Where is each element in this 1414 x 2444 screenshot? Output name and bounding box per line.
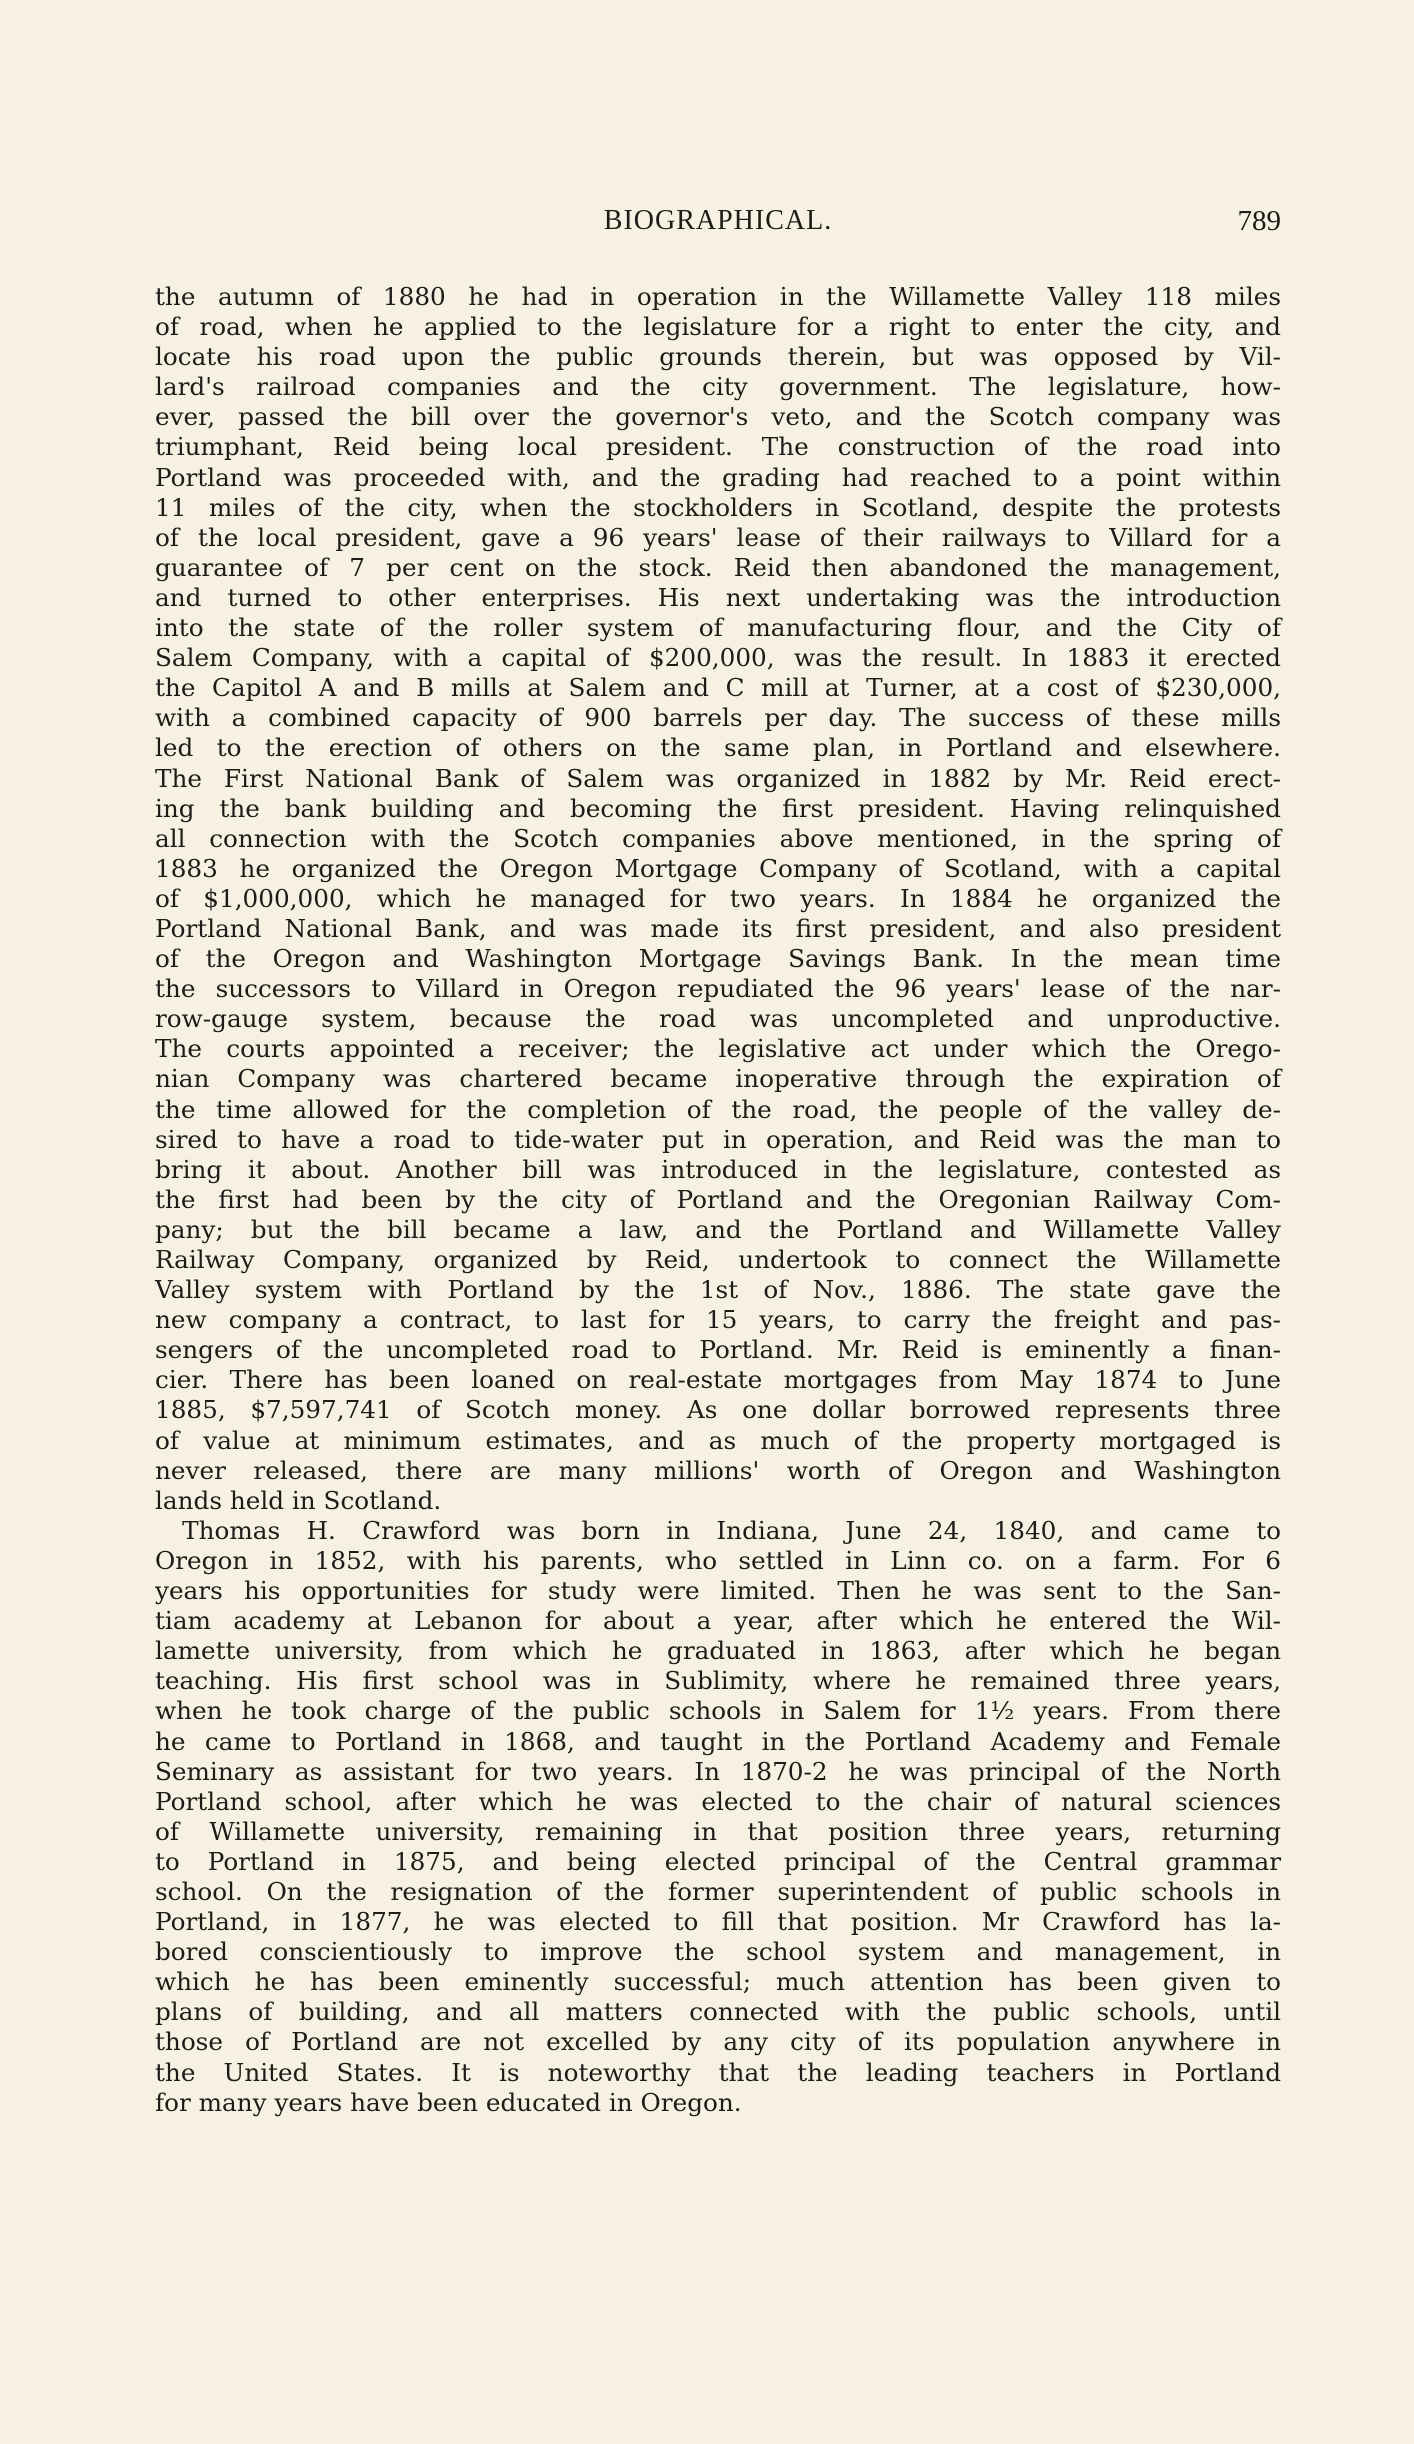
page-number: 789	[1237, 205, 1281, 237]
text-line: 1885, $7,597,741 of Scotch money. As one dollar borrowed represents three	[155, 1395, 1281, 1425]
text-line: Oregon in 1852, with his parents, who settled in Linn co. on a farm. For 6	[155, 1545, 1281, 1575]
text-line: plans of building, and all matters connected with the public schools, until	[155, 1997, 1281, 2027]
body-text	[155, 282, 1281, 2118]
paragraph-crawford	[155, 1516, 1281, 2118]
text-line: lard's railroad companies and the city government. The legislature, how-	[155, 372, 1281, 402]
text-line: Portland was proceeded with, and the grading had reached to a point within	[155, 462, 1281, 492]
text-line: nian Company was chartered became inoperative through the expiration of	[155, 1064, 1281, 1094]
text-line: new company a contract, to last for 15 years, to carry the freight and pas-	[155, 1305, 1281, 1335]
text-line: lands held in Scotland.	[155, 1485, 442, 1515]
text-line: the autumn of 1880 he had in operation in the Willamette Valley 118 miles	[155, 282, 1281, 311]
text-line: locate his road upon the public grounds therein, but was opposed by Vil-	[155, 342, 1281, 372]
text-line: of the Oregon and Washington Mortgage Savings Bank. In the mean time	[155, 944, 1281, 974]
text-line: Railway Company, organized by Reid, undertook to connect the Willamette	[155, 1245, 1281, 1274]
text-line: sengers of the uncompleted road to Portland. Mr. Reid is eminently a finan-	[155, 1335, 1281, 1365]
text-line: school. On the resignation of the former superintendent of public schools in	[155, 1876, 1281, 1906]
text-line: the successors to Villard in Oregon repudiated the 96 years' lease of the nar-	[155, 974, 1281, 1004]
text-line: bored conscientiously to improve the school system and management, in	[155, 1937, 1281, 1967]
text-line: Seminary as assistant for two years. In 1870-2 he was principal of the North	[155, 1756, 1281, 1786]
text-line: 1883 he organized the Oregon Mortgage Company of Scotland, with a capital	[155, 853, 1281, 883]
text-line: 11 miles of the city, when the stockholders in Scotland, despite the protests	[155, 492, 1281, 522]
paragraph-reid-continued	[155, 282, 1281, 1516]
text-line: of Willamette university, remaining in that position three years, returning	[155, 1816, 1281, 1846]
text-line: for many years have been educated in Oregon.	[155, 2087, 742, 2117]
text-line: led to the erection of others on the same plan, in Portland and elsewhere.	[155, 733, 1281, 763]
text-line: Valley system with Portland by the 1st of Nov., 1886. The state gave the	[155, 1275, 1281, 1305]
text-line: of value at minimum estimates, and as much of the property mortgaged is	[155, 1425, 1281, 1455]
text-line: years his opportunities for study were limited. Then he was sent to the San-	[155, 1576, 1281, 1606]
text-line: teaching. His first school was in Sublimity, where he remained three years,	[155, 1666, 1281, 1696]
text-line: bring it about. Another bill was introduced in the legislature, contested as	[155, 1154, 1281, 1184]
text-line: Thomas H. Crawford was born in Indiana, June 24, 1840, and came to	[182, 1515, 1281, 1545]
text-line: of the local president, gave a 96 years' lease of their railways to Villard for a	[155, 522, 1281, 552]
text-line: lamette university, from which he graduated in 1863, after which he began	[155, 1636, 1281, 1666]
text-line: with a combined capacity of 900 barrels per day. The success of these mills	[155, 703, 1281, 733]
text-line: to Portland in 1875, and being elected principal of the Central grammar	[155, 1846, 1281, 1876]
text-line: triumphant, Reid being local president. The construction of the road into	[155, 432, 1281, 462]
text-line: the first had been by the city of Portland and the Oregonian Railway Com-	[155, 1184, 1281, 1214]
text-line: all connection with the Scotch companies above mentioned, in the spring of	[155, 823, 1281, 853]
running-head	[155, 205, 1281, 243]
text-line: guarantee of 7 per cent on the stock. Reid then abandoned the management,	[155, 552, 1281, 582]
text-line: into the state of the roller system of manufacturing flour, and the City of	[155, 613, 1281, 643]
text-line: ing the bank building and becoming the first president. Having relinquished	[155, 793, 1281, 823]
text-line: cier. There has been loaned on real-estate mortgages from May 1874 to June	[155, 1365, 1281, 1395]
text-line: and turned to other enterprises. His next undertaking was the introduction	[155, 582, 1281, 612]
text-line: Salem Company, with a capital of $200,000, was the result. In 1883 it erected	[155, 643, 1281, 673]
running-title: BIOGRAPHICAL.	[603, 205, 833, 236]
text-line: the time allowed for the completion of the road, the people of the valley de-	[155, 1094, 1281, 1124]
text-line: tiam academy at Lebanon for about a year, after which he entered the Wil-	[155, 1606, 1281, 1636]
text-line: he came to Portland in 1868, and taught in the Portland Academy and Female	[155, 1726, 1281, 1756]
text-line: those of Portland are not excelled by any city of its population anywhere in	[155, 2027, 1281, 2057]
text-line: Portland, in 1877, he was elected to fill that position. Mr Crawford has la-	[155, 1907, 1281, 1937]
text-line: of road, when he applied to the legislature for a right to enter the city, and	[155, 312, 1281, 342]
text-line: when he took charge of the public schools in Salem for 1½ years. From there	[155, 1696, 1281, 1726]
text-line: the United States. It is noteworthy that the leading teachers in Portland	[155, 2057, 1281, 2087]
text-line: The First National Bank of Salem was organized in 1882 by Mr. Reid erect-	[155, 763, 1281, 793]
text-line: The courts appointed a receiver; the legislative act under which the Orego-	[155, 1034, 1281, 1064]
text-line: sired to have a road to tide-water put in operation, and Reid was the man to	[155, 1124, 1281, 1154]
text-line: Portland National Bank, and was made its first president, and also president	[155, 913, 1281, 943]
text-line: pany; but the bill became a law, and the Portland and Willamette Valley	[155, 1214, 1281, 1244]
text-line: never released, there are many millions' worth of Oregon and Washington	[155, 1455, 1281, 1485]
text-line: the Capitol A and B mills at Salem and C mill at Turner, at a cost of $230,000,	[155, 673, 1281, 703]
text-line: row-gauge system, because the road was uncompleted and unproductive.	[155, 1004, 1281, 1034]
text-line: Portland school, after which he was elected to the chair of natural sciences	[155, 1786, 1281, 1816]
text-line: ever, passed the bill over the governor's veto, and the Scotch company was	[155, 402, 1281, 432]
text-line: which he has been eminently successful; much attention has been given to	[155, 1967, 1281, 1997]
text-line: of $1,000,000, which he managed for two years. In 1884 he organized the	[155, 883, 1281, 913]
